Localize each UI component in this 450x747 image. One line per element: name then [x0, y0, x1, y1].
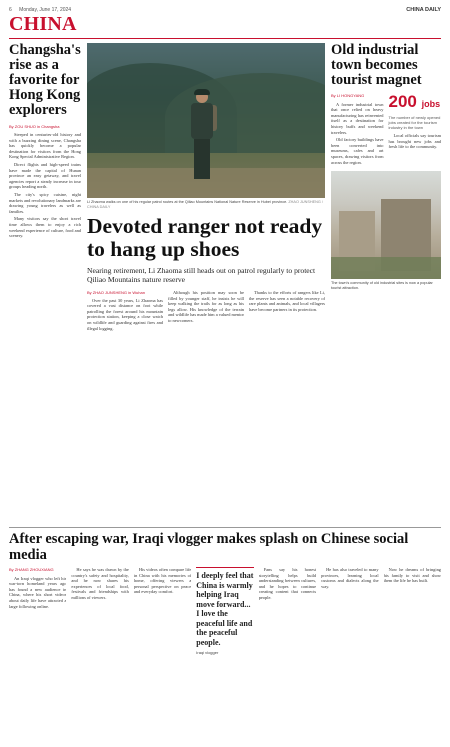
stat-box — [389, 93, 442, 130]
paragraph: He says he was drawn by the country's safety and hospitality, and he now shares his experiences of local food, festivals and friendships with millions of viewers. — [71, 567, 129, 600]
paragraph: An Iraqi vlogger who left his war-torn homeland years ago has found a new audience in China, where his short videos about daily life have attracted a large following online. — [9, 575, 67, 609]
lead-standfirst: Nearing retirement, Li Zhaoma still heads out on patrol regularly to protect Qiliao Mountains nature reserve — [87, 266, 316, 285]
story-column — [9, 567, 66, 667]
right-photo-caption: The town's community of old industrial sites is now a popular tourist attraction. — [331, 281, 433, 290]
lead-photo-caption — [87, 200, 325, 210]
torso — [191, 103, 213, 139]
header-left — [9, 7, 77, 13]
story-column — [71, 567, 128, 667]
left-story-body — [9, 132, 81, 239]
bottom-byline: By ZHANG ZHOUXIANG — [9, 567, 54, 572]
page-date: Monday, June 17, 2024 — [19, 6, 72, 13]
paragraph: Steeped in centuries-old history and with a buzzing dining scene, Changsha has quickly become a popular destination for visitors from the Hong Kong Special Administrative Region. — [9, 132, 81, 160]
main-content — [9, 42, 441, 655]
legs — [194, 139, 210, 179]
page-number: 6 — [9, 6, 12, 13]
story-column — [384, 567, 441, 667]
paragraph: Thanks to the efforts of rangers like Li, the reserve has seen a notable recovery of rare plants and animals, and local villagers have become partners in its protection. — [249, 290, 325, 312]
paragraph: His videos often compare life in China with his memories of home, offering viewers a personal perspective on peace and everyday comfort. — [133, 567, 192, 595]
story-column — [134, 567, 191, 667]
paragraph: He has also traveled to many provinces, learning local customs and dialects along the way. — [321, 567, 379, 589]
story-column — [331, 93, 384, 167]
quote-attribution: Iraqi vlogger — [196, 650, 219, 655]
story-column-text — [389, 133, 442, 150]
story-column — [259, 567, 316, 667]
lead-byline: By ZHAO JUNSHENG in Wuhan — [87, 290, 145, 295]
story-column — [87, 290, 163, 522]
photo-trees — [331, 257, 441, 279]
stat-description: The number of newly opened jobs created for the tourism industry in the town — [388, 115, 441, 130]
right-story-columns — [331, 93, 441, 167]
story-column — [249, 290, 325, 522]
pull-quote — [196, 567, 253, 667]
paragraph: Old factory buildings have been converted into museums, cafes and art spaces, drawing visitors from across the region. — [331, 137, 384, 165]
paragraph: Although his position may soon be filled by younger staff, he insists he will keep walking the trails for as long as his legs allow. His knowledge of the terrain and wildlife has made him a valued mentor to newcomers. — [168, 290, 244, 323]
left-story-headline[interactable]: Changsha's rise as a favorite for Hong Kong explorers — [9, 42, 81, 118]
lead-story-body — [87, 290, 325, 522]
ranger-figure — [187, 91, 217, 181]
story-column — [321, 567, 378, 667]
paragraph: Now he dreams of bringing his family to visit and show them the life he has built. — [383, 567, 441, 584]
section-title: CHINA — [9, 13, 77, 35]
bottom-story — [9, 527, 441, 655]
paragraph: Local officials say tourism has brought new jobs and fresh life to the community. — [388, 133, 441, 150]
right-story-byline: By LI HONGYANG — [331, 93, 365, 98]
stat-number: 200 — [388, 92, 417, 111]
stat-value — [389, 93, 442, 113]
paragraph: Many visitors say the short travel time allows them to enjoy a rich weekend experience of culture, food and scenery. — [9, 216, 81, 239]
right-story-photo[interactable] — [331, 171, 441, 279]
lead-photo[interactable] — [87, 43, 325, 198]
story-column — [389, 93, 442, 167]
right-story — [331, 43, 441, 523]
left-story — [9, 43, 81, 523]
lead-headline[interactable]: Devoted ranger not ready to hang up shoes — [87, 214, 323, 261]
stat-unit: jobs — [421, 99, 441, 109]
paragraph: The city's spicy cuisine, night markets and revolutionary landmarks are drawing young travelers as well as families. — [9, 191, 81, 214]
cap — [194, 89, 210, 95]
caption-text: Li Zhaoma walks on one of his regular patrol routes at the Qiliao Mountains National Nature Reserve in Hubei province. — [87, 200, 288, 204]
section-header — [9, 15, 441, 39]
paragraph: Over the past 30 years, Li Zhaoma has covered a vast distance on foot while patrolling the forest around his mountain protection station, keeping a close watch on wildlife and guarding against fires and illegal logging. — [87, 297, 163, 331]
photo-credit: ZHAO JUNSHENG / CHINA DAILY — [87, 200, 323, 209]
paragraph: Direct flights and high-speed trains have made the capital of Hunan province an easy getaway, and travel agencies report a steady increase in tour groups heading north. — [9, 161, 81, 190]
story-column — [168, 290, 244, 522]
right-story-headline[interactable]: Old industrial town becomes tourist magnet — [331, 42, 422, 88]
bottom-story-headline[interactable]: After escaping war, Iraqi vlogger makes splash on Chinese social media — [9, 531, 409, 563]
quote-box — [196, 567, 253, 655]
bottom-story-body — [9, 567, 441, 667]
brand-name: CHINA DAILY — [406, 6, 441, 13]
paragraph: Fans say his honest storytelling helps build understanding between cultures, and he hopes to continue creating content that connects people. — [258, 567, 317, 600]
paragraph: A former industrial town that once relied on heavy manufacturing has reinvented itself as a destination for history buffs and weekend travelers. — [331, 101, 384, 135]
left-story-byline: By ZOU SHUO in Changsha — [9, 124, 60, 129]
quote-text: I deeply feel that China is warmly helping Iraq move forward... I love the peaceful life and the peaceful people. — [196, 571, 254, 647]
